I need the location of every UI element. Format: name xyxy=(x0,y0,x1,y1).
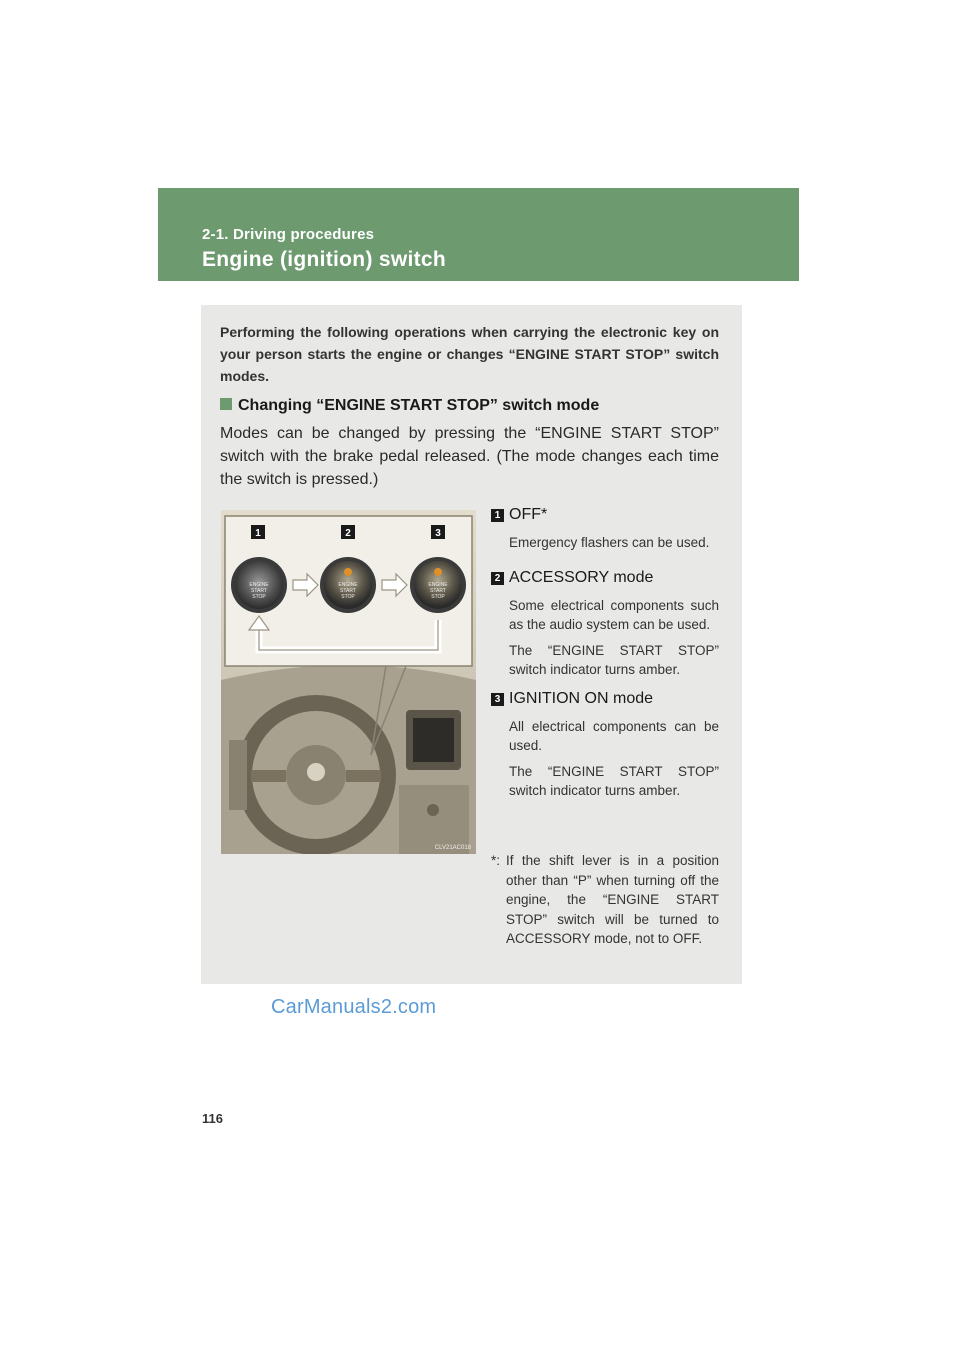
footnote-text: If the shift lever is in a position other than “P” when turning off the engine, the “ENGINE START STOP” switch will be turned to ACCESSORY mode, not to OFF. xyxy=(506,853,719,946)
mode-title: OFF* xyxy=(509,506,548,523)
page-title: Engine (ignition) switch xyxy=(202,248,447,271)
svg-text:STOP: STOP xyxy=(252,594,266,600)
mode-number: 2 xyxy=(491,572,504,585)
mode-number: 3 xyxy=(491,693,504,706)
svg-text:STOP: STOP xyxy=(341,594,355,600)
svg-text:START: START xyxy=(340,588,356,594)
mode-description: Some electrical components such as the audio system can be used. xyxy=(509,598,719,632)
callout-3: 3 xyxy=(435,528,441,539)
dashboard-illustration xyxy=(221,510,476,854)
callout-2: 2 xyxy=(345,528,351,539)
square-bullet-icon xyxy=(220,398,232,410)
svg-text:STOP: STOP xyxy=(431,594,445,600)
mode-title: ACCESSORY mode xyxy=(509,569,654,586)
mode-note: The “ENGINE START STOP” switch indicator turns amber. xyxy=(509,643,719,677)
mode-description: All electrical components can be used. xyxy=(509,719,719,753)
watermark-link[interactable]: CarManuals2.com xyxy=(271,996,437,1018)
mode-item-accessory xyxy=(491,566,719,679)
mode-description: Emergency flashers can be used. xyxy=(509,535,710,550)
body-text: Modes can be changed by pressing the “ENGINE START STOP” switch with the brake pedal released. (The mode changes each time the switch is pressed.) xyxy=(220,425,719,488)
callout-1: 1 xyxy=(255,528,261,539)
svg-text:ENGINE: ENGINE xyxy=(428,582,448,588)
svg-text:START: START xyxy=(430,588,446,594)
page-number: 116 xyxy=(202,1111,223,1126)
mode-list xyxy=(491,503,719,808)
section-header xyxy=(158,188,799,281)
dashboard-svg xyxy=(221,510,476,854)
svg-text:START: START xyxy=(251,588,267,594)
section-label: 2-1. Driving procedures xyxy=(202,226,375,243)
footnote-mark: *: xyxy=(491,853,501,868)
mode-item-off xyxy=(491,503,719,552)
mode-item-ignition-on xyxy=(491,687,719,800)
subheading-text: Changing “ENGINE START STOP” switch mode xyxy=(238,397,600,414)
figure-code: CLV21AC018 xyxy=(434,845,471,851)
svg-text:ENGINE: ENGINE xyxy=(338,582,358,588)
footnote xyxy=(491,851,719,949)
content-panel xyxy=(201,305,742,984)
mode-note: The “ENGINE START STOP” switch indicator turns amber. xyxy=(509,764,719,798)
mode-title: IGNITION ON mode xyxy=(509,690,654,707)
intro-text: Performing the following operations when carrying the electronic key on your person starts the engine or changes “ENGINE START STOP” switch modes. xyxy=(220,324,719,384)
subheading xyxy=(220,397,599,415)
mode-number: 1 xyxy=(491,509,504,522)
svg-text:ENGINE: ENGINE xyxy=(249,582,269,588)
